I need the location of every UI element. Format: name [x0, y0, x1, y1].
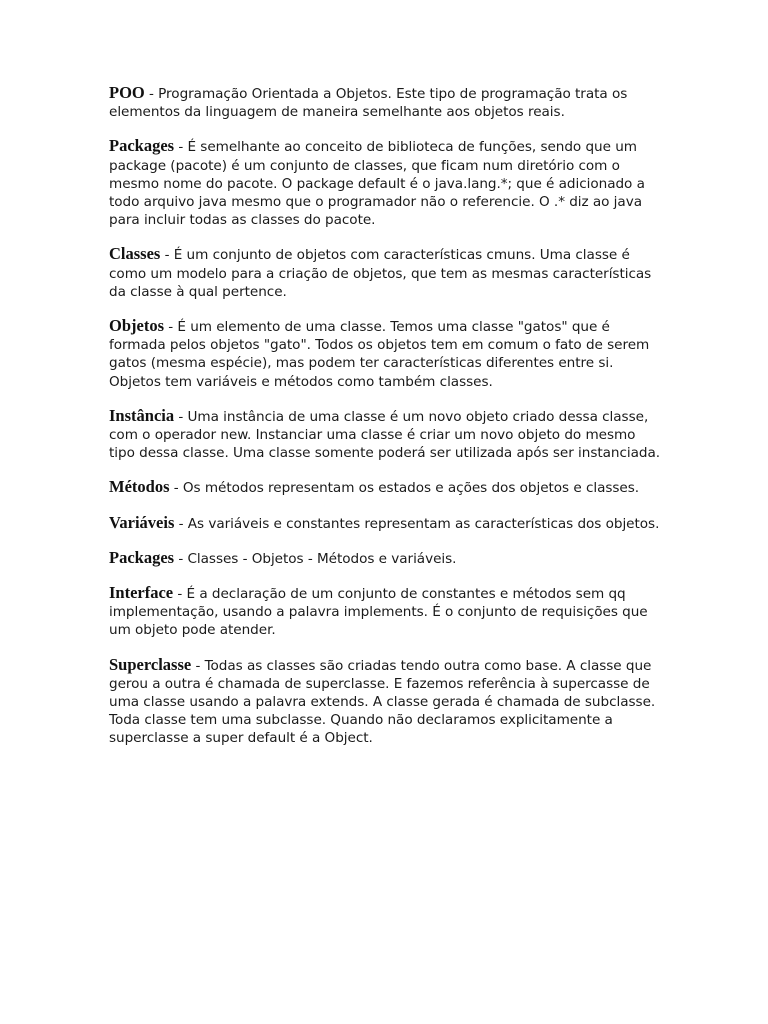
- entry-packages-summary: [109, 549, 661, 568]
- definition-metodos: - Os métodos representam os estados e ações dos objetos e classes.: [169, 480, 640, 497]
- definition-classes: - É um conjunto de objetos com características cmuns. Uma classe é como um modelo para a criação de objetos, que tem as mesmas características da classe à qual pertence.: [109, 247, 652, 300]
- definition-superclasse: - Todas as classes são criadas tendo outra como base. A classe que gerou a outra é chamada de superclasse. E fazemos referência à supercasse de uma classe usando a palavra extends. A classe gerada é chamada de subclasse. Toda classe tem uma subclasse. Quando não declaramos explicitamente a superclasse a super default é a Object.: [109, 657, 656, 747]
- term-packages-summary: Packages: [109, 547, 175, 567]
- definition-objetos: - É um elemento de uma classe. Temos uma classe "gatos" que é formada pelos objetos "gato". Todos os objetos tem em comum o fato de serem gatos (mesma espécie), mas podem ter características diferentes entre si. Objetos tem variáveis e métodos como também classes.: [109, 319, 650, 390]
- term-metodos: Métodos: [109, 477, 170, 497]
- entry-instancia: [109, 407, 661, 463]
- entry-superclasse: [109, 656, 661, 748]
- glossary-text: [109, 84, 661, 764]
- entry-metodos: [109, 478, 661, 497]
- entry-classes: [109, 245, 661, 301]
- entry-objetos: [109, 317, 661, 391]
- term-classes: Classes: [109, 244, 161, 264]
- definition-packages: - É semelhante ao conceito de biblioteca de funções, sendo que um package (pacote) é um conjunto de classes, que ficam num diretório com o mesmo nome do pacote. O package default é o java.lang.*; que é adicionado a todo arquivo java mesmo que o programador não o referencie. O .* diz ao java para incluir todas as classes do pacote.: [109, 139, 645, 229]
- term-poo: POO: [109, 83, 145, 102]
- term-instancia: Instância: [109, 405, 175, 425]
- term-interface: Interface: [109, 583, 174, 603]
- definition-variaveis: - As variáveis e constantes representam as características dos objetos.: [174, 515, 660, 532]
- term-variaveis: Variáveis: [109, 512, 175, 532]
- entry-poo: [109, 84, 661, 121]
- definition-interface: - É a declaração de um conjunto de constantes e métodos sem qq implementação, usando a palavra implements. É o conjunto de requisições que um objeto pode atender.: [109, 586, 648, 639]
- term-superclasse: Superclasse: [109, 654, 192, 674]
- entry-packages: [109, 137, 661, 229]
- definition-packages-summary: - Classes - Objetos - Métodos e variáveis.: [174, 550, 457, 567]
- definition-instancia: - Uma instância de uma classe é um novo objeto criado dessa classe, com o operador new. Instanciar uma classe é criar um novo objeto do mesmo tipo dessa classe. Uma classe somente poderá ser utilizada após ser instanciada.: [109, 408, 661, 462]
- term-packages: Packages: [109, 136, 175, 156]
- entry-variaveis: [109, 514, 661, 533]
- entry-interface: [109, 584, 661, 640]
- term-objetos: Objetos: [109, 316, 164, 336]
- definition-poo: - Programação Orientada a Objetos. Este tipo de programação trata os elementos da linguagem de maneira semelhante aos objetos reais.: [109, 86, 628, 121]
